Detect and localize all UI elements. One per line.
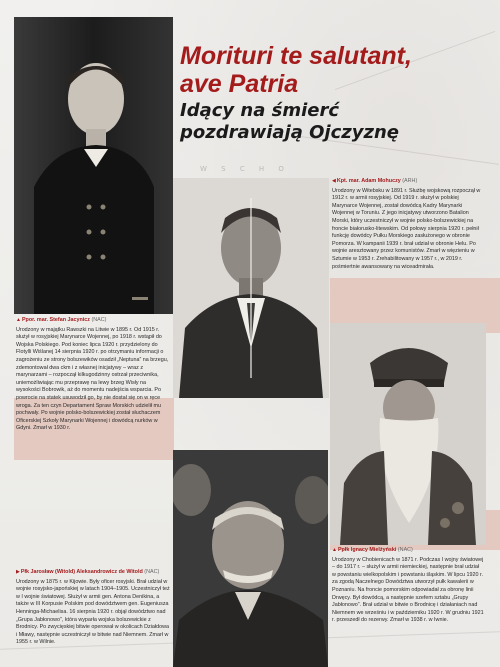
caption-heading — [16, 317, 170, 325]
caption-name: Ppor. mar. Stefan Jacynicz — [21, 317, 90, 323]
photo-source: (NAC) — [144, 569, 160, 575]
caption-jacynicz — [16, 317, 170, 433]
caption-mohuczy — [332, 178, 482, 271]
marker-icon: ▶ — [16, 569, 20, 575]
caption-heading — [16, 569, 171, 577]
poster-title — [180, 42, 480, 98]
title-line-1: Morituri te salutant, — [180, 42, 412, 70]
caption-heading — [332, 547, 484, 555]
caption-name: Kpt. mar. Adam Mohuczy — [336, 178, 401, 184]
portrait-mielzynski — [330, 323, 486, 545]
caption-name: Płk Jarosław (Witold) Aleksandrowicz de Witold — [20, 569, 143, 575]
caption-witold — [16, 569, 171, 647]
marker-icon: ▲ — [16, 317, 21, 323]
photo-witold — [173, 450, 328, 667]
caption-text: Urodzony w 1875 r. w Kijowie. Były oficer rosyjski. Brał udział w wojnie rosyjsko-japońskiej w latach 1904–1905. Uczestniczył też w I wojnie światowej. Służył w armii gen. Antona Denikina, a także w III Korpusie Polskim pod dowództwem gen. Eugeniusza Henninga-Michaelisa. 16 sierpnia 1920 r. objął dowództwo nad „Grupa Jabłonowo”, która wyparła wojska bolszewickie z Brodnicy. Po zwycięskiej bitwie operował w okolicach Działdowa i Mławy, następnie uczestniczył w bitwie nad Niemnem. Zmarł w 1955 r. w Wilnie. — [16, 578, 170, 646]
portrait-mohuczy — [173, 178, 329, 398]
photo-source: (NAC) — [397, 547, 413, 553]
caption-mielzynski — [332, 547, 484, 625]
photo-mohuczy — [173, 178, 329, 398]
portrait-witold — [173, 450, 328, 667]
photo-mielzynski — [330, 323, 486, 545]
marker-icon: ◀ — [332, 178, 336, 184]
caption-text: Urodzony w Witebsku w 1891 r. Służbę wojskową rozpoczął w 1912 r. w armii rosyjskiej. Od 1919 r. służył w polskiej Marynarce Wojennej, został dowódcą Kadry Marynarki Wojennej w Toruniu. Z jego inicjatywy utworzono Batalion Morski, który uczestniczył w wojnie polsko-bolszewickiej na froncie białorusko-litewskim. Od połowy sierpnia 1920 r. pełnił funkcję dowódcy Pułku Morskiego zasłużonego w obronie Pomorza. W kampanii 1939 r. brał udział w obronie Helu. Po wojnie aresztowany przez komunistów. Zmarł w więzieniu w Sztumie w 1953 r. Zrehabilitowany w 1957 r., w 2019 r. pośmiertnie awansowany na wiceadmirała. — [332, 187, 481, 270]
marker-icon: ▲ — [332, 547, 337, 553]
photo-jacynicz — [14, 17, 173, 314]
caption-name: Ppłk Ignacy Mielżyński — [337, 547, 397, 553]
subtitle-line-2: pozdrawiają Ojczyznę — [180, 122, 400, 143]
poster-subtitle — [180, 100, 480, 144]
portrait-jacynicz — [14, 17, 173, 314]
subtitle-line-1: Idący na śmierć — [180, 100, 340, 121]
caption-heading — [332, 178, 482, 186]
map-watermark: W S C H O — [200, 165, 290, 173]
photo-source: (NAC) — [91, 317, 107, 323]
photo-source: (ARH) — [402, 178, 418, 184]
title-line-2: ave Patria — [180, 70, 299, 98]
caption-text: Urodzony w majątku Rawszki na Litwie w 1895 r. Od 1915 r. służył w rosyjskiej Marynarce Wojennej, po 1918 r. wstąpił do Wojska Polskiego. Pod koniec lipca 1920 r. przydzielony do Flotylli Wiślanej 14 sierpnia 1920 r. po otrzymaniu informacji o zagrożeniu ze strony bolszewików osadził „Neptuna” na brzegu, zdemontował dwa ckm i z własnej inicjatywy – wraz z marynarzami – rozpoczął kilkugodzinny ostrzał przeciwnika, uniemożliwiając mu przeprawę na lewy brzeg Wisły na wysokości Bobrowik, aż do momentu nadejścia wsparcia. Po powrocie na statek usuwodził go, by nie dostał się on w ręce wroga. Za ten czyn Departament Spraw Morskich udzielił mu pochwały. Po wojnie polsko-bolszewickiej został słuchaczem Oficerskiej Szkoły Marynarki Wojennej i dowódcą nurków w Gdyni. Zmarł w 1930 r. — [16, 326, 169, 432]
caption-text: Urodzony w Chobienicach w 1871 r. Podczas I wojny światowej – do 1917 r. – służył w armii niemieckiej, następnie brał udział w powstaniu wielkopolskim i powstaniu śląskim. W lipcu 1920 r. za zgodą Naczelnego Dowództwa utworzył pułk kawalerii w Poznaniu. Na froncie pomorskim odpowiadał za obronę linii Drwęcy. Był dowódcą, a następnie szefem sztabu „Grupy Jabłonowo”. Brał udział w bitwie o Brodnicę i działaniach nad Niemnem we wrześniu i w październiku 1920 r. W grudniu 1921 r. przeszedł do rezerwy. Zmarł w 1938 r. w Iwnie. — [332, 556, 484, 624]
